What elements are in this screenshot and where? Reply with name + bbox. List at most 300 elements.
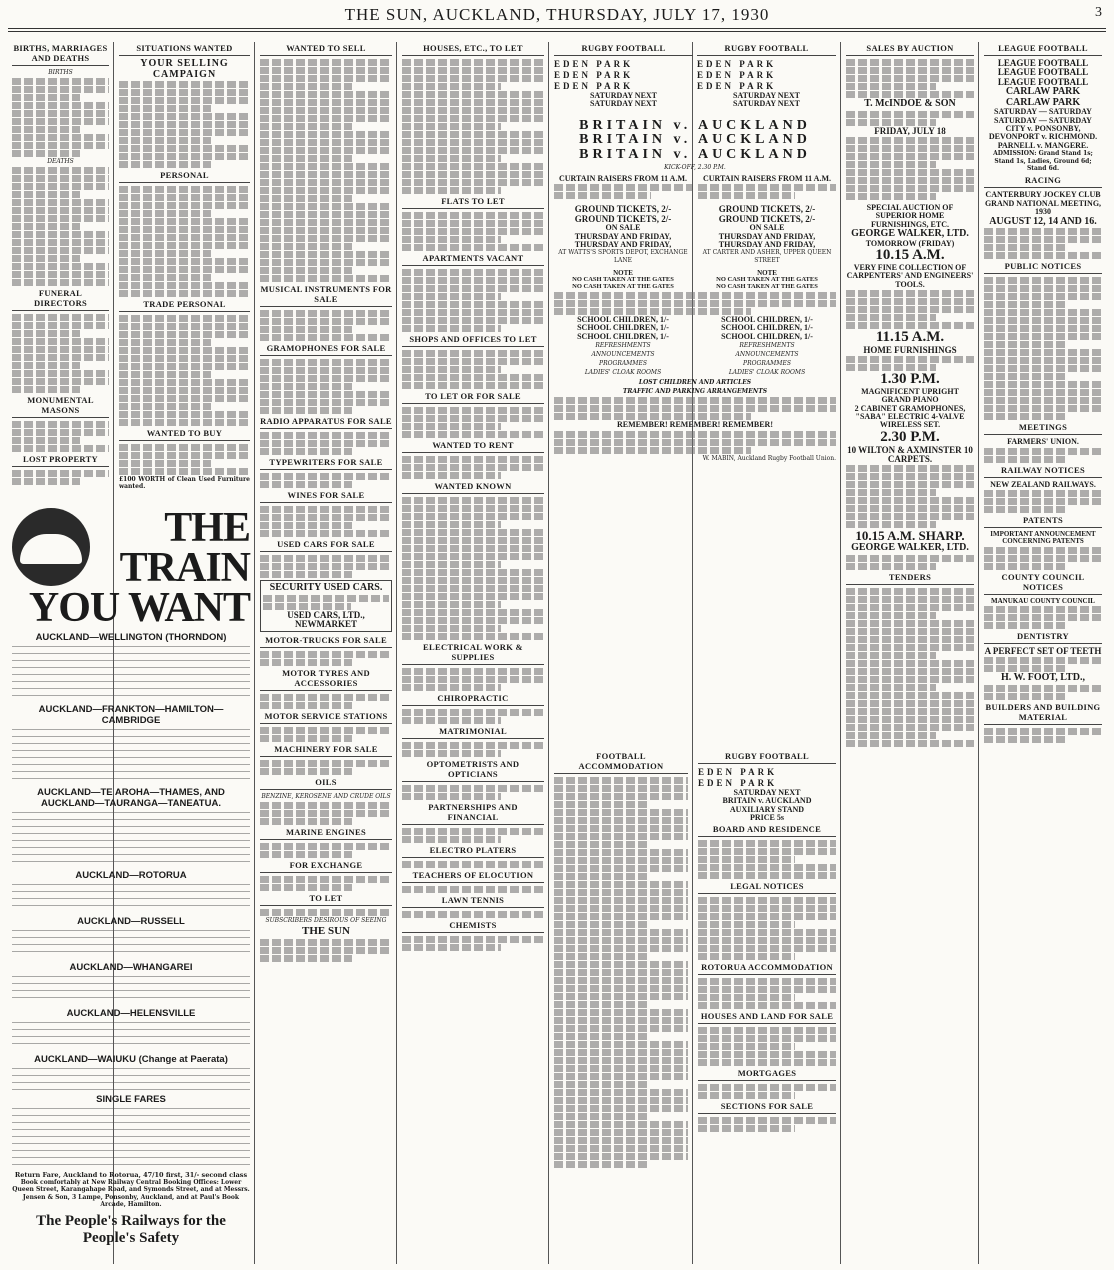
text-line-placeholder [984, 547, 1102, 554]
text-line-placeholder [12, 199, 109, 206]
text-line-placeholder [260, 522, 352, 529]
school-children: SCHOOL CHILDREN, 1/- [721, 323, 813, 333]
text-line-placeholder [260, 203, 392, 210]
timetable-rows-placeholder [12, 1068, 250, 1090]
text-line-placeholder [260, 318, 392, 325]
column-auctions [842, 42, 978, 1262]
section-heading-rotorua-accommodation: ROTORUA ACCOMMODATION [698, 961, 836, 975]
text-line-placeholder [260, 391, 392, 398]
text-line-placeholder [846, 513, 974, 520]
text-line-placeholder [984, 309, 1102, 316]
text-line-placeholder [402, 317, 544, 324]
at-watts: AT WATTS'S SPORTS DEPOT, EXCHANGE LANE [558, 249, 688, 264]
text-line-placeholder [119, 242, 250, 249]
section-heading-chiropractic: CHIROPRACTIC [402, 692, 544, 706]
section-heading-matrimonial: MATRIMONIAL [402, 725, 544, 739]
text-line-placeholder [260, 843, 392, 850]
text-line-placeholder [12, 142, 109, 149]
text-line-placeholder [846, 521, 936, 528]
timetable-rows-placeholder [12, 976, 250, 1004]
timetable-rows-placeholder [12, 812, 250, 866]
text-line-placeholder [846, 169, 974, 176]
text-line-placeholder [260, 310, 392, 317]
text-line-placeholder [846, 91, 974, 98]
text-line-placeholder [12, 445, 109, 452]
text-line-placeholder [119, 355, 250, 362]
section-heading-to-let-or-sale: TO LET OR FOR SALE [402, 390, 544, 404]
text-line-placeholder [402, 609, 544, 616]
text-line-placeholder [12, 470, 109, 477]
text-line-placeholder [554, 905, 688, 912]
the-sun-wordmark: THE SUN [302, 925, 350, 938]
subheading-births: BIRTHS [48, 69, 73, 76]
masthead-rule-2 [8, 31, 1106, 32]
text-line-placeholder [260, 851, 352, 858]
text-line-placeholder [12, 102, 109, 109]
text-line-placeholder [984, 285, 1102, 292]
text-line-placeholder [12, 183, 109, 190]
text-line-placeholder [119, 194, 250, 201]
text-line-placeholder [846, 481, 974, 488]
column-houses [398, 42, 548, 1262]
text-line-placeholder [698, 840, 836, 847]
race-dates: AUGUST 12, 14 AND 16. [989, 215, 1097, 227]
text-line-placeholder [12, 78, 109, 85]
section-heading-marine: MARINE ENGINES [260, 826, 392, 840]
text-line-placeholder [846, 708, 974, 715]
text-line-placeholder [554, 801, 648, 808]
text-line-placeholder [402, 107, 544, 114]
text-line-placeholder [119, 315, 250, 322]
text-line-placeholder [554, 977, 688, 984]
text-line-placeholder [554, 1025, 688, 1032]
text-line-placeholder [402, 529, 544, 536]
text-line-placeholder [402, 91, 544, 98]
text-line-placeholder [402, 684, 501, 691]
route-heading: AUCKLAND—WELLINGTON (THORNDON) [35, 632, 227, 643]
text-line-placeholder [984, 506, 1067, 513]
text-line-placeholder [846, 177, 974, 184]
text-line-placeholder [119, 395, 250, 402]
text-line-placeholder [119, 411, 250, 418]
text-line-placeholder [554, 817, 688, 824]
text-line-placeholder [260, 506, 392, 513]
text-line-placeholder [984, 277, 1102, 284]
text-line-placeholder [12, 223, 80, 230]
text-line-placeholder [402, 577, 544, 584]
text-line-placeholder [402, 212, 544, 219]
text-line-placeholder [984, 365, 1102, 372]
rugby-advertisement [550, 42, 840, 742]
text-line-placeholder [554, 431, 836, 438]
text-line-placeholder [698, 872, 836, 879]
text-line-placeholder [402, 793, 501, 800]
text-line-placeholder [119, 161, 211, 168]
text-line-placeholder [846, 740, 974, 747]
announcements: ANNOUNCEMENTS [735, 351, 799, 359]
text-line-placeholder [984, 244, 1067, 251]
saturday: SATURDAY — SATURDAY [994, 107, 1092, 117]
text-line-placeholder [12, 279, 109, 286]
section-heading-wanted-to-sell: WANTED TO SELL [260, 42, 392, 56]
text-line-placeholder [260, 407, 352, 414]
text-line-placeholder [846, 684, 936, 691]
auction-date: FRIDAY, JULY 18 [874, 125, 946, 136]
curtain-raisers: CURTAIN RAISERS FROM 11 A.M. [702, 173, 832, 183]
text-line-placeholder [260, 147, 392, 154]
timetable-rows-placeholder [12, 884, 250, 912]
text-line-placeholder [119, 379, 250, 386]
column-separator [396, 42, 397, 1264]
section-heading-electrical: ELECTRICAL WORK & SUPPLIES [402, 641, 544, 665]
text-line-placeholder [554, 873, 648, 880]
section-heading-oils: OILS [260, 776, 392, 790]
text-line-placeholder [846, 620, 974, 627]
text-line-placeholder [698, 856, 795, 863]
text-line-placeholder [260, 530, 392, 537]
mcindoe-auctioneer: T. McINDOE & SON [864, 98, 956, 109]
text-line-placeholder [846, 724, 974, 731]
section-heading-partnerships: PARTNERSHIPS AND FINANCIAL [402, 801, 544, 825]
admission: ADMISSION: Grand Stand 1s; Stand 1s, Ladies, Ground 6d; Stand 6d. [993, 150, 1093, 173]
text-line-placeholder [554, 809, 688, 816]
text-line-placeholder [402, 828, 544, 835]
eden-park: EDEN PARK [554, 59, 634, 69]
text-line-placeholder [846, 322, 974, 329]
text-line-placeholder [698, 986, 836, 993]
section-heading-gramophones: GRAMOPHONES FOR SALE [260, 342, 392, 356]
rugby-heading: RUGBY FOOTBALL [554, 42, 693, 56]
text-line-placeholder [119, 153, 250, 160]
text-line-placeholder [554, 405, 836, 412]
timetable-rows-placeholder [12, 729, 250, 783]
text-line-placeholder [119, 113, 250, 120]
text-line-placeholder [984, 252, 1102, 259]
text-line-placeholder [260, 659, 352, 666]
text-line-placeholder [12, 191, 80, 198]
text-line-placeholder [984, 397, 1102, 404]
column-rugby-board [694, 750, 840, 1262]
text-line-placeholder [402, 545, 544, 552]
text-line-placeholder [402, 633, 544, 640]
route-heading: AUCKLAND—TE AROHA—THAMES, AND AUCKLAND—TAURANGA—TANEATUA. [37, 787, 225, 809]
school-children: SCHOOL CHILDREN, 1/- [577, 315, 669, 325]
text-line-placeholder [554, 1161, 648, 1168]
section-heading-lost-property: LOST PROPERTY [12, 453, 109, 467]
text-line-placeholder [846, 676, 974, 683]
text-line-placeholder [263, 595, 389, 602]
text-line-placeholder [554, 1145, 688, 1152]
collection-tools: VERY FINE COLLECTION OF CARPENTERS' AND ENGINEERS' TOOLS. [846, 262, 974, 289]
text-line-placeholder [119, 81, 250, 88]
text-line-placeholder [846, 692, 974, 699]
text-line-placeholder [698, 905, 836, 912]
text-line-placeholder [846, 364, 936, 371]
text-line-placeholder [260, 383, 352, 390]
section-heading-service-stations: MOTOR SERVICE STATIONS [260, 710, 392, 724]
text-line-placeholder [846, 290, 974, 297]
text-line-placeholder [12, 354, 109, 361]
masthead-rule [8, 28, 1106, 29]
text-line-placeholder [12, 429, 109, 436]
devonport-richmond: DEVONPORT v. RICHMOND. [988, 132, 1098, 142]
text-line-placeholder [402, 67, 544, 74]
text-line-placeholder [554, 300, 836, 307]
text-line-placeholder [554, 841, 648, 848]
text-line-placeholder [260, 884, 352, 891]
text-line-placeholder [119, 419, 250, 426]
text-line-placeholder [984, 349, 1102, 356]
route-heading: AUCKLAND—FRANKTON—HAMILTON—CAMBRIDGE [38, 704, 224, 726]
text-line-placeholder [119, 234, 250, 241]
text-line-placeholder [119, 250, 211, 257]
text-line-placeholder [402, 123, 501, 130]
rugby-ad-right [697, 42, 836, 109]
column-accommodation [550, 750, 692, 1262]
text-line-placeholder [260, 909, 392, 916]
text-line-placeholder [12, 386, 80, 393]
text-line-placeholder [846, 588, 974, 595]
text-line-placeholder [846, 314, 936, 321]
text-line-placeholder [12, 314, 109, 321]
price: PRICE 5s [749, 813, 784, 823]
text-line-placeholder [260, 818, 352, 825]
section-heading-meetings: MEETINGS [984, 421, 1102, 435]
text-line-placeholder [846, 145, 974, 152]
text-line-placeholder [554, 308, 751, 315]
text-line-placeholder [260, 955, 352, 962]
text-line-placeholder [402, 358, 544, 365]
george-walker: GEORGE WALKER, LTD. [851, 228, 969, 240]
text-line-placeholder [402, 537, 544, 544]
column-separator [840, 42, 841, 1264]
thursday-friday: THURSDAY AND FRIDAY, [574, 239, 672, 249]
text-line-placeholder [984, 333, 1102, 340]
auction-time: 10.15 A.M. [875, 247, 945, 263]
saturday-next: SATURDAY NEXT [589, 99, 658, 109]
text-line-placeholder [984, 657, 1102, 664]
rotorua-fare-note: Return Fare, Auckland to Rotorua, 47/10 first, 31/- second class [14, 1171, 248, 1179]
text-line-placeholder [119, 387, 250, 394]
section-heading-houses: HOUSES, ETC., TO LET [402, 42, 544, 56]
text-line-placeholder [260, 195, 352, 202]
text-line-placeholder [554, 413, 751, 420]
text-line-placeholder [846, 555, 974, 562]
text-line-placeholder [984, 685, 1102, 692]
section-heading-shops: SHOPS AND OFFICES TO LET [402, 333, 544, 347]
text-line-placeholder [402, 585, 544, 592]
text-line-placeholder [846, 161, 936, 168]
text-line-placeholder [554, 1129, 688, 1136]
text-line-placeholder [554, 993, 688, 1000]
text-line-placeholder [402, 911, 544, 918]
text-line-placeholder [984, 341, 1067, 348]
text-line-placeholder [260, 267, 352, 274]
text-line-placeholder [119, 347, 250, 354]
text-line-placeholder [260, 259, 392, 266]
text-line-placeholder [554, 945, 688, 952]
text-line-placeholder [984, 293, 1102, 300]
section-heading-football-accommodation: FOOTBALL ACCOMMODATION [554, 750, 688, 774]
lost-children: LOST CHILDREN AND ARTICLES [638, 379, 752, 387]
text-line-placeholder [12, 263, 109, 270]
text-line-placeholder [984, 490, 1102, 497]
section-heading-houses-land: HOUSES AND LAND FOR SALE [698, 1010, 836, 1024]
text-line-placeholder [846, 563, 936, 570]
text-line-placeholder [402, 717, 501, 724]
text-line-placeholder [402, 269, 544, 276]
school-children: SCHOOL CHILDREN, 1/- [721, 331, 813, 341]
text-line-placeholder [554, 929, 688, 936]
section-heading-lawn-tennis: LAWN TENNIS [402, 894, 544, 908]
section-heading-patents: PATENTS [984, 514, 1102, 528]
text-line-placeholder [260, 179, 392, 186]
text-line-placeholder [260, 571, 352, 578]
eden-park: EDEN PARK [698, 778, 778, 788]
text-line-placeholder [12, 175, 109, 182]
text-line-placeholder [12, 207, 109, 214]
curtain-raisers: CURTAIN RAISERS FROM 11 A.M. [558, 173, 688, 183]
text-line-placeholder [12, 271, 109, 278]
city-ponsonby: CITY v. PONSONBY, [1005, 124, 1081, 134]
home-furnishings: HOME FURNISHINGS [863, 344, 957, 355]
text-line-placeholder [698, 1059, 836, 1066]
refreshments: REFRESHMENTS [595, 342, 651, 350]
text-line-placeholder [554, 913, 688, 920]
text-line-placeholder [119, 290, 250, 297]
text-line-placeholder [846, 612, 936, 619]
text-line-placeholder [260, 727, 392, 734]
school-children: SCHOOL CHILDREN, 1/- [577, 331, 669, 341]
no-cash: NO CASH TAKEN AT THE GATES [716, 276, 818, 284]
text-line-placeholder [554, 961, 688, 968]
text-line-placeholder [698, 913, 836, 920]
text-line-placeholder [119, 218, 250, 225]
text-line-placeholder [402, 561, 501, 568]
text-line-placeholder [260, 131, 392, 138]
text-line-placeholder [402, 423, 501, 430]
text-line-placeholder [119, 129, 250, 136]
school-children: SCHOOL CHILDREN, 1/- [577, 323, 669, 333]
railway-advertisement [8, 508, 254, 1262]
security-used-cars-ad [260, 580, 392, 632]
text-line-placeholder [402, 382, 544, 389]
text-line-placeholder [846, 137, 974, 144]
text-line-placeholder [402, 505, 544, 512]
section-heading-used-cars: USED CARS FOR SALE [260, 538, 392, 552]
text-line-placeholder [846, 716, 974, 723]
section-heading-trade-personal: TRADE PERSONAL [119, 298, 250, 312]
text-line-placeholder [119, 468, 250, 475]
text-line-placeholder [984, 373, 1067, 380]
text-line-placeholder [984, 498, 1102, 505]
text-line-placeholder [260, 563, 392, 570]
section-heading-optometrists: OPTOMETRISTS AND OPTICIANS [402, 758, 544, 782]
text-line-placeholder [402, 521, 501, 528]
eden-park: EDEN PARK [554, 70, 634, 80]
note: NOTE [613, 269, 633, 278]
eden-park: EDEN PARK [698, 767, 778, 777]
text-line-placeholder [402, 236, 501, 243]
text-line-placeholder [554, 1065, 688, 1072]
text-line-placeholder [402, 836, 501, 843]
text-line-placeholder [402, 944, 501, 951]
text-line-placeholder [554, 447, 751, 454]
section-heading-motor-tyres: MOTOR TYRES AND ACCESSORIES [260, 667, 392, 691]
section-heading-motor-trucks: MOTOR-TRUCKS FOR SALE [260, 634, 392, 648]
text-line-placeholder [984, 606, 1102, 613]
text-line-placeholder [260, 876, 392, 883]
text-line-placeholder [402, 99, 544, 106]
text-line-placeholder [119, 282, 250, 289]
text-line-placeholder [698, 945, 836, 952]
carlaw-park: CARLAW PARK [1005, 96, 1081, 108]
grand-national: GRAND NATIONAL MEETING, 1930 [984, 198, 1102, 217]
text-line-placeholder [846, 59, 974, 66]
text-line-placeholder [554, 1153, 688, 1160]
route-heading: AUCKLAND—RUSSELL [77, 916, 185, 927]
sun-logo-icon [12, 508, 90, 586]
text-line-placeholder [260, 227, 392, 234]
text-line-placeholder [119, 363, 250, 370]
ladies-cloak-rooms: LADIES' CLOAK ROOMS [728, 369, 806, 377]
text-line-placeholder [402, 936, 544, 943]
single-fares-heading: SINGLE FARES [96, 1094, 166, 1105]
text-line-placeholder [554, 184, 692, 191]
text-line-placeholder [554, 849, 688, 856]
text-line-placeholder [12, 247, 109, 254]
text-line-placeholder [554, 1041, 688, 1048]
route-heading: AUCKLAND—WAIUKU (Change at Paerata) [34, 1054, 228, 1065]
announcements: ANNOUNCEMENTS [591, 351, 655, 359]
text-line-placeholder [12, 239, 109, 246]
text-line-placeholder [260, 359, 392, 366]
section-heading-personal: PERSONAL [119, 169, 250, 183]
text-line-placeholder [554, 1057, 688, 1064]
text-line-placeholder [119, 331, 250, 338]
text-line-placeholder [260, 555, 392, 562]
text-line-placeholder [698, 1084, 836, 1091]
text-line-placeholder [984, 736, 1067, 743]
route-heading: AUCKLAND—ROTORUA [75, 870, 187, 881]
britain-v-auckland: BRITAIN v. AUCKLAND [722, 796, 812, 806]
section-heading-monumental: MONUMENTAL MASONS [12, 394, 109, 418]
text-line-placeholder [846, 700, 974, 707]
route-heading: AUCKLAND—HELENSVILLE [66, 1008, 196, 1019]
masthead [0, 0, 1114, 30]
text-line-placeholder [260, 91, 392, 98]
text-line-placeholder [260, 651, 392, 658]
text-line-placeholder [402, 325, 501, 332]
text-line-placeholder [554, 833, 688, 840]
text-line-placeholder [554, 1097, 688, 1104]
text-line-placeholder [846, 111, 974, 118]
text-line-placeholder [554, 1137, 688, 1144]
text-line-placeholder [119, 444, 250, 451]
text-line-placeholder [260, 115, 392, 122]
text-line-placeholder [402, 293, 501, 300]
text-line-placeholder [12, 134, 109, 141]
text-line-placeholder [554, 953, 648, 960]
text-line-placeholder [846, 660, 974, 667]
text-line-placeholder [554, 192, 651, 199]
text-line-placeholder [984, 413, 1067, 420]
text-line-placeholder [402, 366, 501, 373]
text-line-placeholder [119, 403, 211, 410]
text-line-placeholder [260, 802, 392, 809]
text-line-placeholder [984, 357, 1102, 364]
text-line-placeholder [119, 339, 211, 346]
